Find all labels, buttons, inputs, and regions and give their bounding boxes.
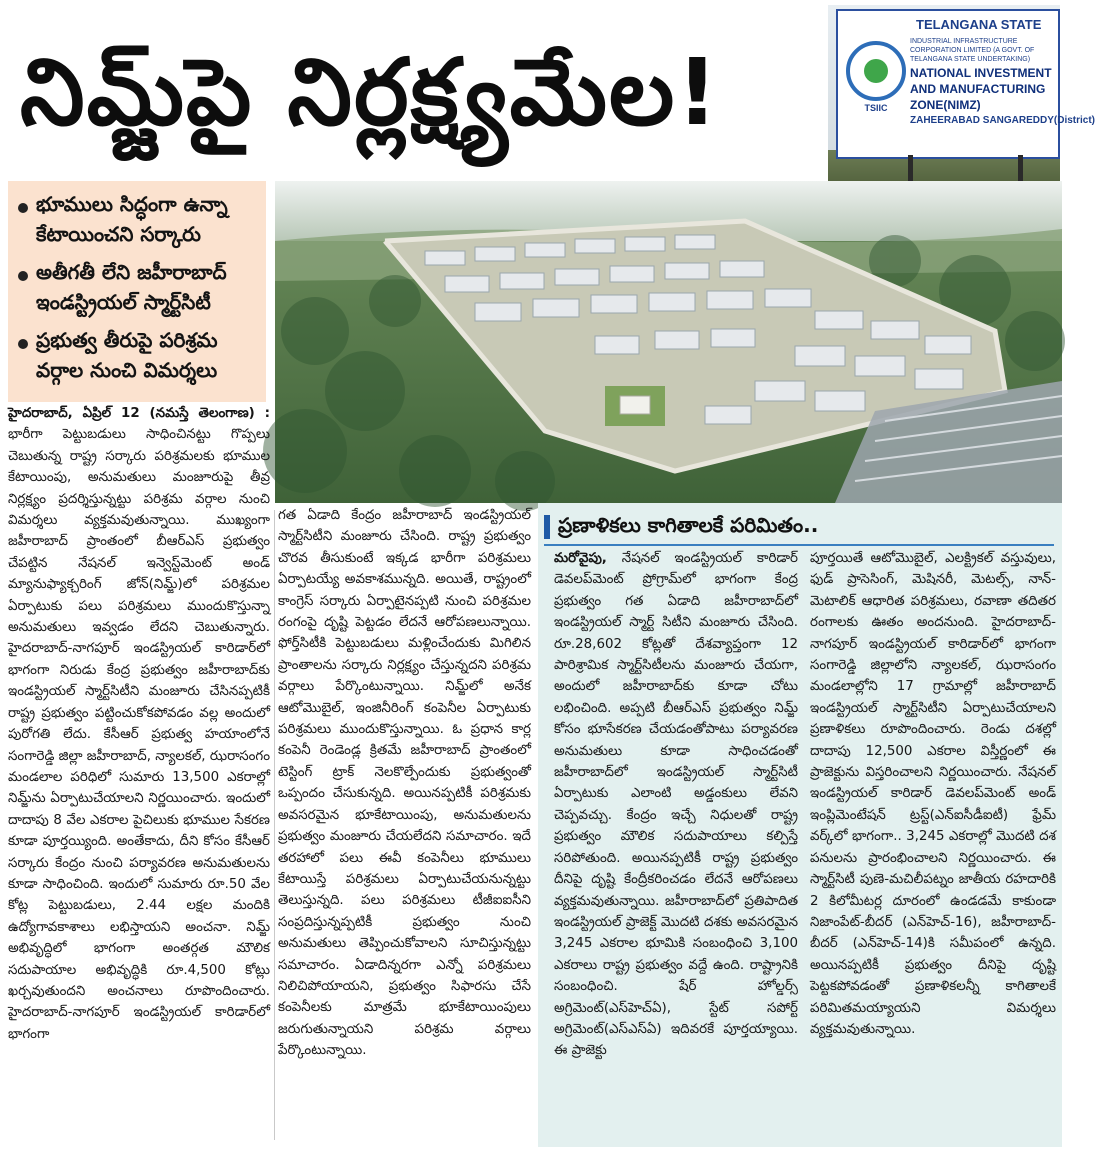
headline: నిమ్జ్‌పై నిర్లక్ష్యమేల! bbox=[20, 39, 721, 146]
heading-bar-icon bbox=[544, 515, 550, 539]
logo-text: TSIIC bbox=[864, 103, 888, 113]
sign-line-4: ZAHEERABAD SANGAREDDY(District) bbox=[910, 115, 1095, 126]
highlights-box bbox=[8, 181, 266, 402]
article-text-col2: గత ఏడాది కేంద్రం జహీరాబాద్ ఇండస్ట్రియల్ స్మార్ట్‌సిటీని మంజూరు చేసింది. రాష్ట్ర ప్రభుత్వం చొరవ తీసుకుంటే ఇక్కడ భారీగా పరిశ్రమలు ఏర్పాటయ్యే అవకాశమున్నది. అయితే, రాష్ట్రంలో కాంగ్రెస్ సర్కారు ఏర్పాటైనప్పటి నుంచి పరిశ్రమల రంగంపై దృష్టి పెట్టడం లేదనే ఆరోపణలున్నాయి. ఫోర్త్‌సిటీకి పెట్టుబడులు మళ్లించేందుకు మిగిలిన ప్రాంతాలను సర్కారు నిర్లక్ష్యం చేస్తున్నదని పరిశ్రమ వర్గాలు పేర్కొంటున్నాయి. నిమ్జ్‌లో అనేక ఆటోమొబైల్, ఇంజినీరింగ్ కంపెనీల ఏర్పాటుకు పరిశ్రమలు ముందుకొస్తున్నాయి. ఓ ప్రధాన కార్ల కంపెనీ రెండెండ్ల క్రితమే జహీరాబాద్ ప్రాంతంలో టెస్టింగ్ ట్రాక్ నెలకొల్పేందుకు ప్రభుత్వంతో ఒప్పందం చేసుకున్నది. అయినప్పటికీ పరిశ్రమకు అవసరమైన భూకేటాయింపు, అనుమతులను ప్రభుత్వం మంజూరు చేయలేదని సమాచారం. ఇదే తరహాలో పలు ఈవీ కంపెనీలు భూములు కేటాయిస్తే పరిశ్రమలు ఏర్పాటుచేయనున్నట్టు తెలుస్తున్నది. పలు పరిశ్రమలు టీజీఐఐసీని సంప్రదిస్తున్నప్పటికీ ప్రభుత్వం నుంచి అనుమతులు తెప్పించుకోవాలని సూచిస్తున్నట్టు సమాచారం. ఏడాదిన్నరగా ఎన్నో పరిశ్రమలు నిలిచిపోయాయని, ప్రభుత్వం సిఫారసు చేసే కంపెనీలకు మాత్రమే భూకేటాయింపులు జరుగుతున్నాయని పరిశ్రమ వర్గాలు పేర్కొంటున్నాయి. bbox=[278, 508, 531, 1059]
sidebar-heading bbox=[544, 507, 1056, 543]
sidebar-column-1 bbox=[554, 548, 798, 1143]
bullet-icon bbox=[18, 271, 28, 281]
sign-line-1: TELANGANA STATE bbox=[916, 17, 1042, 32]
highlight-text: ప్రభుత్వ తీరుపై పరిశ్రమ వర్గాల నుంచి విమర్శలు bbox=[36, 328, 218, 382]
industrial-park-illustration bbox=[275, 181, 1062, 503]
article-column-2 bbox=[278, 505, 531, 1142]
dateline: హైదరాబాద్, ఏప్రిల్ 12 (నమస్తే తెలంగాణ) : bbox=[8, 406, 270, 421]
highlight-item bbox=[18, 257, 260, 317]
sidebar-text-col2: పూర్తయితే ఆటోమొబైల్, ఎలక్ట్రికల్ వస్తువులు, ఫుడ్ ప్రాసెసింగ్, మెషినరీ, మెటల్స్, నాన్-మెటాలిక్ ఆధారిత పరిశ్రమలు, రవాణా తదితర రంగాలకు ఊతం అందనుంది. హైదరాబాద్-నాగపూర్ ఇండస్ట్రియల్ కారిడార్‌లో భాగంగా సంగారెడ్డి జిల్లాలోని న్యాలకల్, ఝరాసంగం మండలాల్లోని 17 గ్రామాల్లో జహీరాబాద్ ఇండస్ట్రియల్ స్మార్ట్‌సిటీని ఏర్పాటుచేయాలని ప్రణాళికలు రూపొందించారు. రెండు దశల్లో దాదాపు 12,500 ఎకరాల విస్తీర్ణంలో ఈ ప్రాజెక్టును విస్తరించాలని నిర్ణయించారు. నేషనల్ ఇండస్ట్రియల్ కారిడార్ డెవలప్‌మెంట్ అండ్ ఇంప్లిమెంటేషన్ ట్రస్ట్(ఎన్‌ఐసీడీఐటీ) ఫ్రేమ్ వర్క్‌లో భాగంగా.. 3,245 ఎకరాల్లో మొదటి దశ పనులను ప్రారంభించాలని నిర్ణయించారు. ఈ స్మార్ట్‌సిటీ పుణె-మచిలీపట్నం జాతీయ రహదారికి 2 కిలోమీటర్ల దూరంలో ఉండడమే కాకుండా నిజాంపేట్-బీదర్ (ఎన్‌హెచ్-16), జహీరాబాద్-బీదర్ (ఎన్‌హెచ్-14)కి సమీపంలో ఉన్నది. అయినప్పటికీ ప్రభుత్వం దీనిపై దృష్టి పెట్టకపోవడంతో ప్రణాళికలన్నీ కాగితాలకే పరిమితమయ్యాయని విమర్శలు వ్యక్తమవుతున్నాయి. bbox=[810, 551, 1056, 1037]
sidebar-column-2 bbox=[810, 548, 1056, 1143]
highlight-item bbox=[18, 189, 260, 249]
highlight-item bbox=[18, 325, 260, 385]
signboard bbox=[836, 9, 1095, 159]
bullet-icon bbox=[18, 203, 28, 213]
sidebar-rule bbox=[544, 544, 1054, 546]
sidebar-title-text: ప్రణాళికలు కాగితాలకే పరిమితం.. bbox=[558, 513, 819, 537]
sidebar-text-col1: నేషనల్ ఇండస్ట్రియల్ కారిడార్ డెవలప్‌మెంట్ ప్రోగ్రామ్‌లో భాగంగా కేంద్ర ప్రభుత్వం గత ఏడాది జహీరాబాద్‌లో ఇండస్ట్రియల్ స్మార్ట్ సిటీని మంజూరు చేసింది. రూ.28,602 కోట్లతో దేశవ్యాప్తంగా 12 పారిశ్రామిక స్మార్ట్‌సిటీలను మంజూరు చేయగా, అందులో జహీరాబాద్‌కు కూడా చోటు లభించింది. అప్పటి బీఆర్‌ఎస్ ప్రభుత్వం నిమ్జ్ కోసం భూసేకరణ చేయడంతోపాటు పర్యావరణ అనుమతులు కూడా సాధించడంతో జహీరాబాద్‌లో ఇండస్ట్రియల్ స్మార్ట్‌సిటీ ఏర్పాటుకు ఎలాంటి అడ్డంకులు లేవని చెప్పవచ్చు. కేంద్రం ఇచ్చే నిధులతో రాష్ట్ర ప్రభుత్వం మౌలిక సదుపాయాలు కల్పిస్తే సరిపోతుంది. అయినప్పటికీ రాష్ట్ర ప్రభుత్వం దీనిపై దృష్టి కేంద్రీకరించడం లేదనే ఆరోపణలు వ్యక్తమవుతున్నాయి. జహీరాబాద్‌లో ప్రతిపాదిత ఇండస్ట్రియల్ ప్రాజెక్ట్ మొదటి దశకు అవసరమైన 3,245 ఎకరాల భూమికి సంబంధించి 3,100 ఎకరాలు రాష్ట్ర ప్రభుత్వం వద్దే ఉంది. రాష్ట్రానికి సంబంధించి. షేర్ హోల్డర్స్ అగ్రిమెంట్(ఎస్‌హెచ్‌ఏ), స్టేట్ సపోర్ట్ అగ్రిమెంట్(ఎస్‌ఎస్‌ఏ) ఇదివరకే పూర్తయ్యాయి. ఈ ప్రాజెక్టు bbox=[554, 551, 799, 1059]
article-column-1 bbox=[8, 403, 270, 1143]
article-text-col1: భారీగా పెట్టుబడులు సాధించినట్టు గొప్పలు చెబుతున్న రాష్ట్ర సర్కారు పరిశ్రమలకు భూముల కేటాయింపు, అనుమతులు మంజూరుపై తీవ్ర నిర్లక్ష్యం ప్రదర్శిస్తున్నట్టు పరిశ్రమ వర్గాల నుంచి విమర్శలు వ్యక్తమవుతున్నాయి. ముఖ్యంగా జహీరాబాద్ ప్రాంతంలో బీఆర్‌ఎస్ ప్రభుత్వం చేపట్టిన నేషనల్ ఇన్వెస్ట్‌మెంట్ అండ్ మ్యానుఫ్యాక్చరింగ్ జోన్(నిమ్జ్)లో పరిశ్రమల ఏర్పాటుకు పలు పరిశ్రమలు ముందుకొస్తున్నా అనుమతులు ఇవ్వడం లేదని చెబుతున్నారు. హైదరాబాద్-నాగపూర్ ఇండస్ట్రియల్ కారిడార్‌లో భాగంగా నిరుడు కేంద్ర ప్రభుత్వం జహీరాబాద్‌కు ఇండస్ట్రియల్ స్మార్ట్‌సిటీని మంజూరు చేసినప్పటికీ రాష్ట్ర ప్రభుత్వం పట్టించుకోకపోవడం వల్ల అందులో పురోగతి లేదు. కేసీఆర్ ప్రభుత్వ హయాంలోనే సంగారెడ్డి జిల్లా జహీరాబాద్, న్యాలకల్, ఝరాసంగం మండలాల పరిధిలో సుమారు 13,500 ఎకరాల్లో నిమ్జ్‌ను ఏర్పాటుచేయాలని నిర్ణయించారు. ఇందులో దాదాపు 8 వేల ఎకరాల పైచిలుకు భూముల సేకరణ కూడా పూర్తయ్యింది. అంతేకాదు, దీని కోసం కేసీఆర్ సర్కారు కేంద్రం నుంచి పర్యావరణ అనుమతులను కూడా సాధించింది. ఇందులో సుమారు రూ.50 వేల కోట్ల పెట్టుబడులు, 2.44 లక్షల మందికి ఉద్యోగావకాశాలు లభిస్తాయని అంచనా. నిమ్జ్ అభివృద్ధిలో భాగంగా అంతర్గత మౌలిక సదుపాయాల అభివృద్ధికి రూ.4,500 కోట్లు ఖర్చవుతుందని అంచనాలు రూపొందించారు. హైదరాబాద్-నాగపూర్ ఇండస్ట్రియల్ కారిడార్‌లో భాగంగా bbox=[8, 427, 270, 1042]
highlight-text: అతీగతీ లేని జహీరాబాద్ ఇండస్ట్రియల్ స్మార్ట్‌సిటీ bbox=[36, 260, 227, 314]
sign-line-2: INDUSTRIAL INFRASTRUCTURE CORPORATION LIMITED (A GOVT. OF TELANGANA STATE UNDERTAKING) bbox=[910, 38, 1035, 63]
column-divider bbox=[274, 510, 275, 1140]
highlight-text: భూములు సిద్ధంగా ఉన్నా కేటాయించని సర్కారు bbox=[36, 192, 228, 246]
sidebar-lead: మరోవైపు, bbox=[554, 551, 607, 566]
aerial-render-image bbox=[275, 181, 1062, 503]
sign-line-3: NATIONAL INVESTMENT AND MANUFACTURING ZONE(NIMZ) bbox=[910, 66, 1052, 112]
bullet-icon bbox=[18, 339, 28, 349]
tsiic-logo-icon bbox=[846, 41, 906, 101]
sidebar-box bbox=[538, 503, 1062, 1147]
